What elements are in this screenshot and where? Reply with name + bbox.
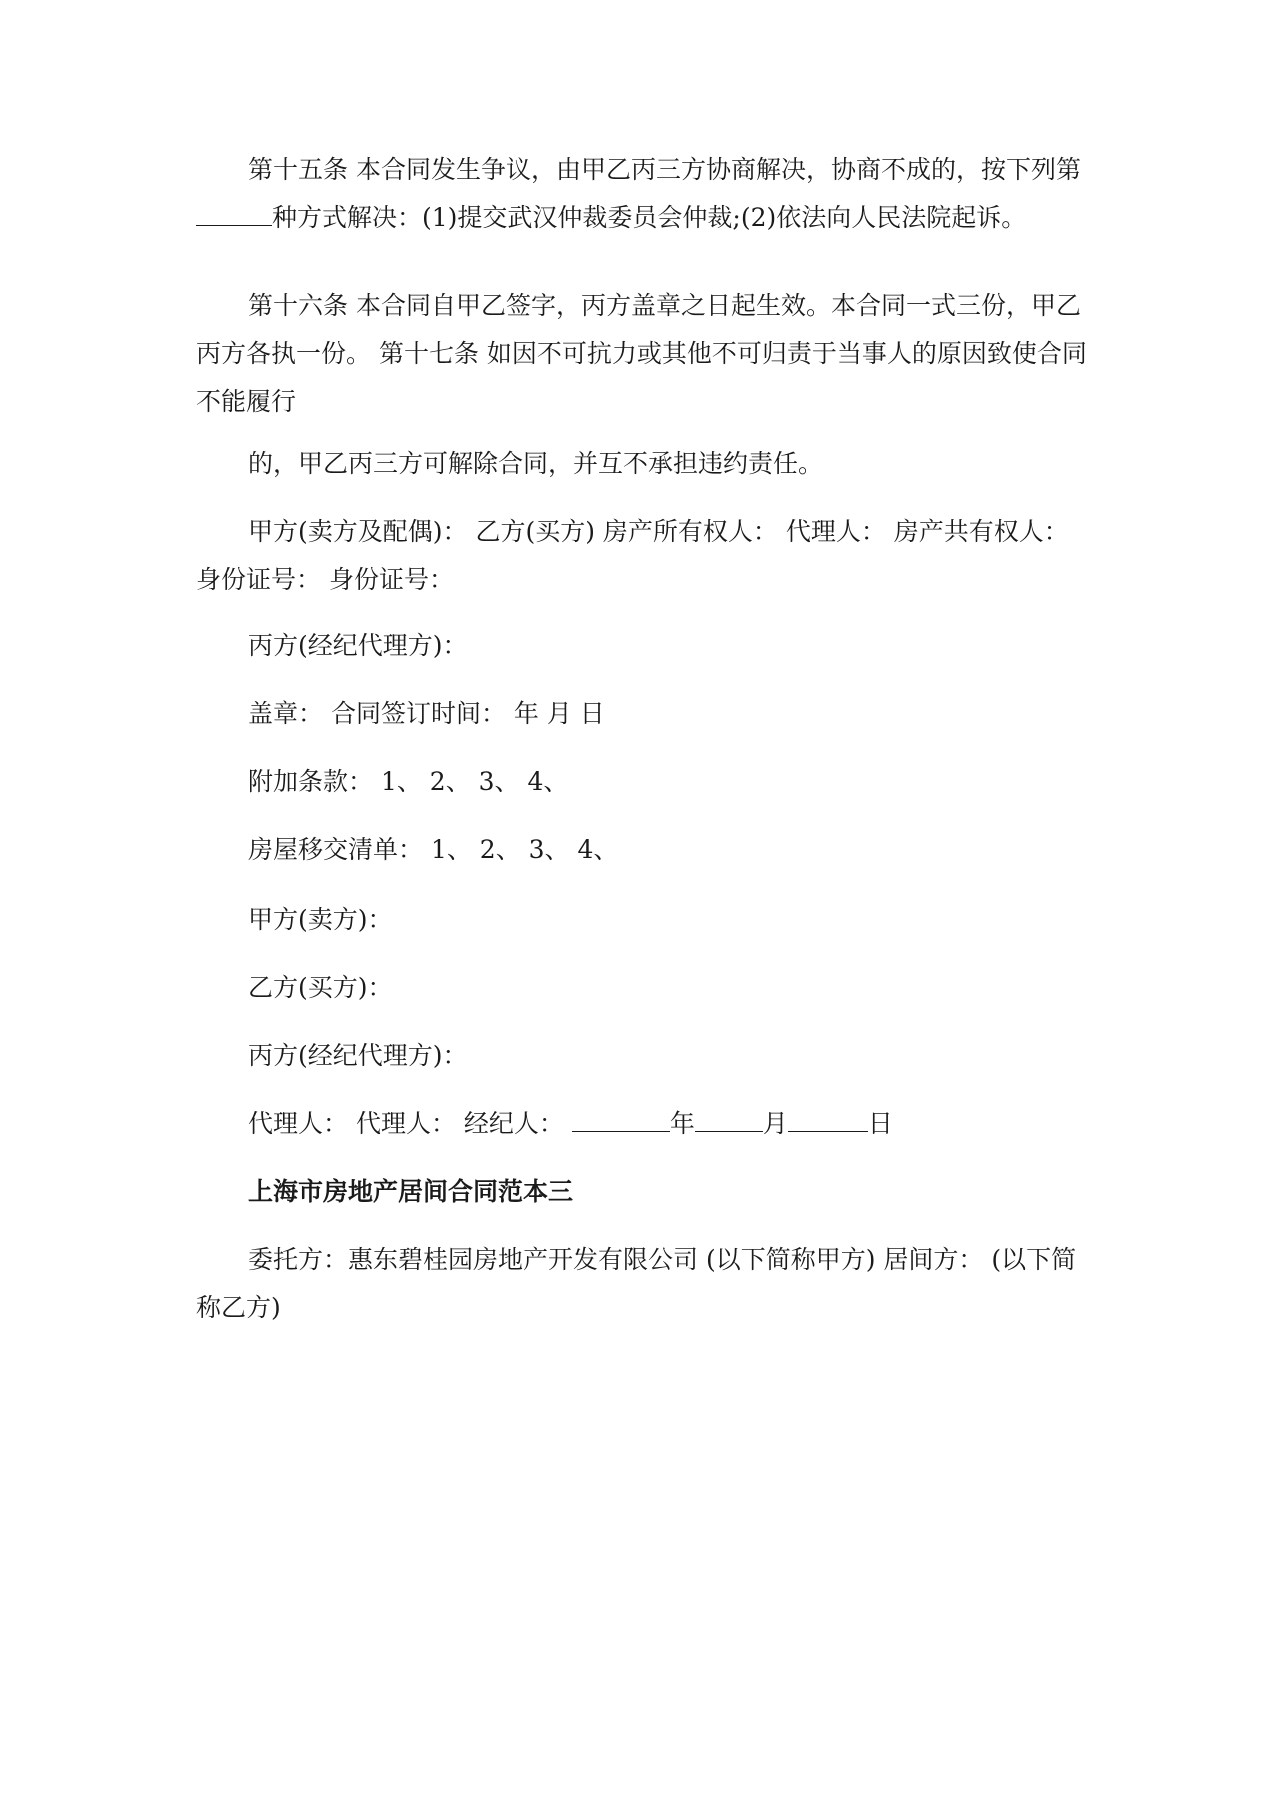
article-15-paragraph xyxy=(196,146,1096,242)
client-line: 委托方：惠东碧桂园房地产开发有限公司 (以下简称甲方) 居间方： (以下简称乙方) xyxy=(196,1245,1077,1322)
section-title: 上海市房地产居间合同范本三 xyxy=(248,1177,574,1206)
article-16-paragraph: 第十六条 本合同自甲乙签字，丙方盖章之日起生效。本合同一式三份，甲乙丙方各执一份。 第十七条 如因不可抗力或其他不可归责于当事人的原因致使合同不能履行 xyxy=(196,291,1087,416)
party-c-line: 丙方(经纪代理方)： xyxy=(248,631,468,660)
party-a-sign-line: 甲方(卖方)： xyxy=(248,905,393,934)
day-label: 日 xyxy=(867,1109,893,1138)
month-label: 月 xyxy=(762,1109,788,1138)
agents-date-line xyxy=(196,1100,1096,1148)
article-15-text-2: 种方式解决：(1)提交武汉仲裁委员会仲裁;(2)依法向人民法院起诉。 xyxy=(272,203,1027,232)
agents-label: 代理人： 代理人： 经纪人： xyxy=(248,1109,564,1138)
party-b-sign-line: 乙方(买方)： xyxy=(248,973,393,1002)
handover-list-line: 房屋移交清单： 1、 2、 3、 4、 xyxy=(248,835,619,864)
article-15-text-1: 第十五条 本合同发生争议，由甲乙丙三方协商解决，协商不成的，按下列第 xyxy=(248,155,1081,184)
article-17-continuation: 的，甲乙丙三方可解除合同，并互不承担违约责任。 xyxy=(248,449,824,478)
parties-line: 甲方(卖方及配偶)： 乙方(买方) 房产所有权人： 代理人： 房产共有权人： 身份证号： 身份证号： xyxy=(196,517,1069,594)
party-c-sign-line: 丙方(经纪代理方)： xyxy=(248,1041,468,1070)
additional-terms-line: 附加条款： 1、 2、 3、 4、 xyxy=(248,767,569,796)
method-blank xyxy=(196,201,272,226)
month-blank xyxy=(695,1107,763,1132)
day-blank xyxy=(788,1107,868,1132)
seal-date-line: 盖章： 合同签订时间： 年 月 日 xyxy=(248,699,605,728)
year-label: 年 xyxy=(669,1109,695,1138)
year-blank xyxy=(572,1107,670,1132)
